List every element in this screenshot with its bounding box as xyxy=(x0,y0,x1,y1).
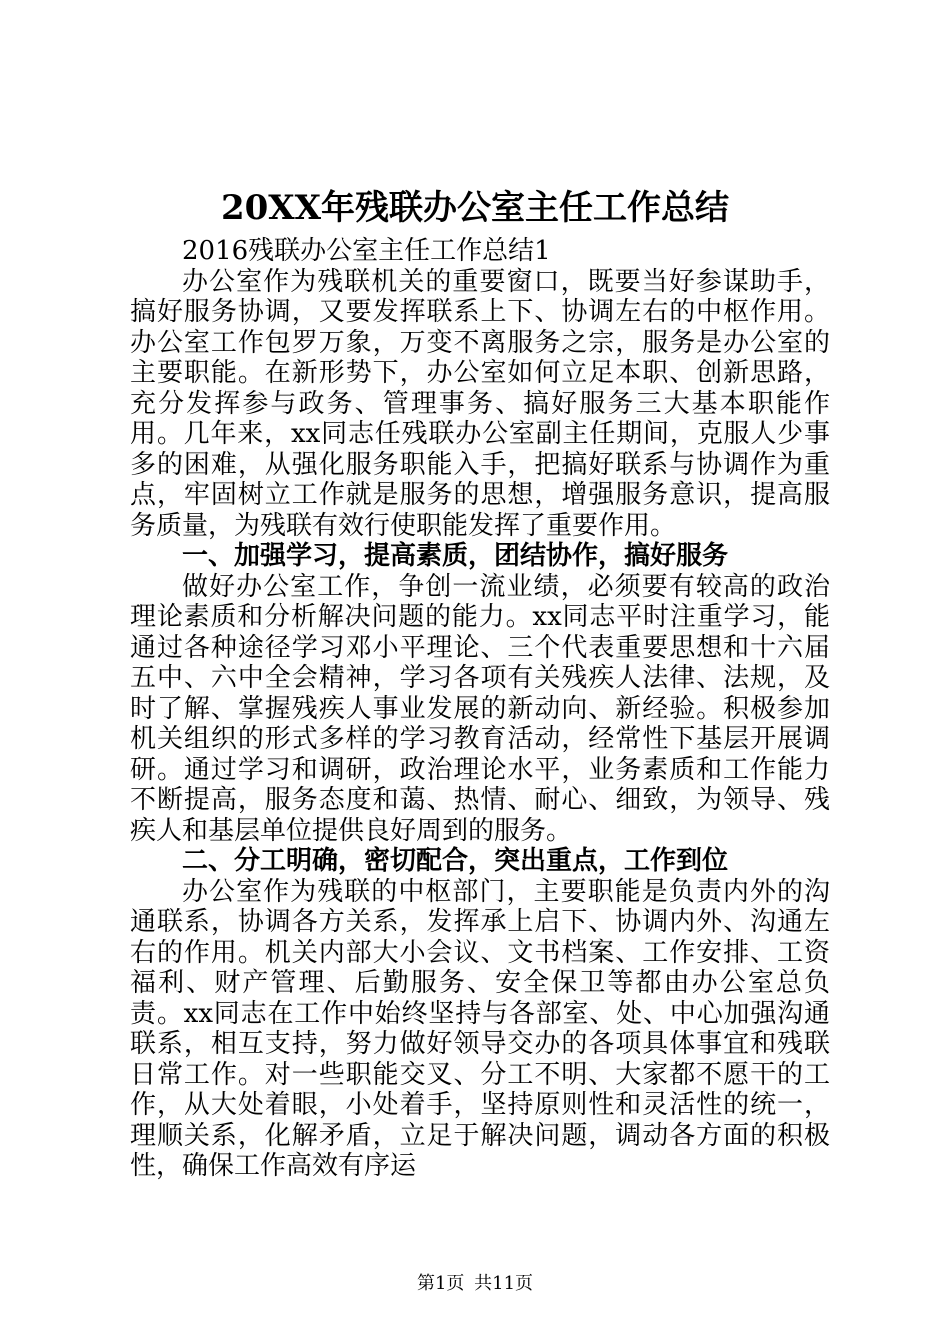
paragraph: 办公室作为残联机关的重要窗口，既要当好参谋助手，搞好服务协调，又要发挥联系上下、协调左右的中枢作用。办公室工作包罗万象，万变不离服务之宗，服务是办公室的主要职能。在新形势下，办公室如何立足本职、创新思路，充分发挥参与政务、管理事务、搞好服务三大基本职能作用。几年来，xx同志任残联办公室副主任期间，克服人少事多的困难，从强化服务职能入手，把搞好联系与协调作为重点，牢固树立工作就是服务的思想，增强服务意识，提高服务质量，为残联有效行使职能发挥了重要作用。 xyxy=(130,266,830,541)
page-footer xyxy=(0,1272,950,1296)
section-heading: 二、分工明确，密切配合，突出重点，工作到位 xyxy=(182,846,729,876)
document-title: 20XX年残联办公室主任工作总结 xyxy=(220,188,730,228)
document-body xyxy=(130,236,830,1182)
page-total: 共11页 xyxy=(474,1273,534,1294)
paragraph: 做好办公室工作，争创一流业绩，必须要有较高的政治理论素质和分析解决问题的能力。xx同志平时注重学习，能通过各种途径学习邓小平理论、三个代表重要思想和十六届五中、六中全会精神，学习各项有关残疾人法律、法规，及时了解、掌握残疾人事业发展的新动向、新经验。积极参加机关组织的形式多样的学习教育活动，经常性下基层开展调研。通过学习和调研，政治理论水平，业务素质和工作能力不断提高，服务态度和蔼、热情、耐心、细致，为领导、残疾人和基层单位提供良好周到的服务。 xyxy=(130,571,830,846)
section-heading: 一、加强学习，提高素质，团结协作，搞好服务 xyxy=(182,541,729,571)
page-number: 第1页 xyxy=(416,1273,465,1294)
document-subtitle: 2016残联办公室主任工作总结1 xyxy=(182,236,551,266)
paragraph: 办公室作为残联的中枢部门，主要职能是负责内外的沟通联系，协调各方关系，发挥承上启下、协调内外、沟通左右的作用。机关内部大小会议、文书档案、工作安排、工资福利、财产管理、后勤服务、安全保卫等都由办公室总负责。xx同志在工作中始终坚持与各部室、处、中心加强沟通联系，相互支持，努力做好领导交办的各项具体事宜和残联日常工作。对一些职能交叉、分工不明、大家都不愿干的工作，从大处着眼，小处着手，坚持原则性和灵活性的统一，理顺关系，化解矛盾，立足于解决问题，调动各方面的积极性，确保工作高效有序运 xyxy=(130,876,830,1181)
